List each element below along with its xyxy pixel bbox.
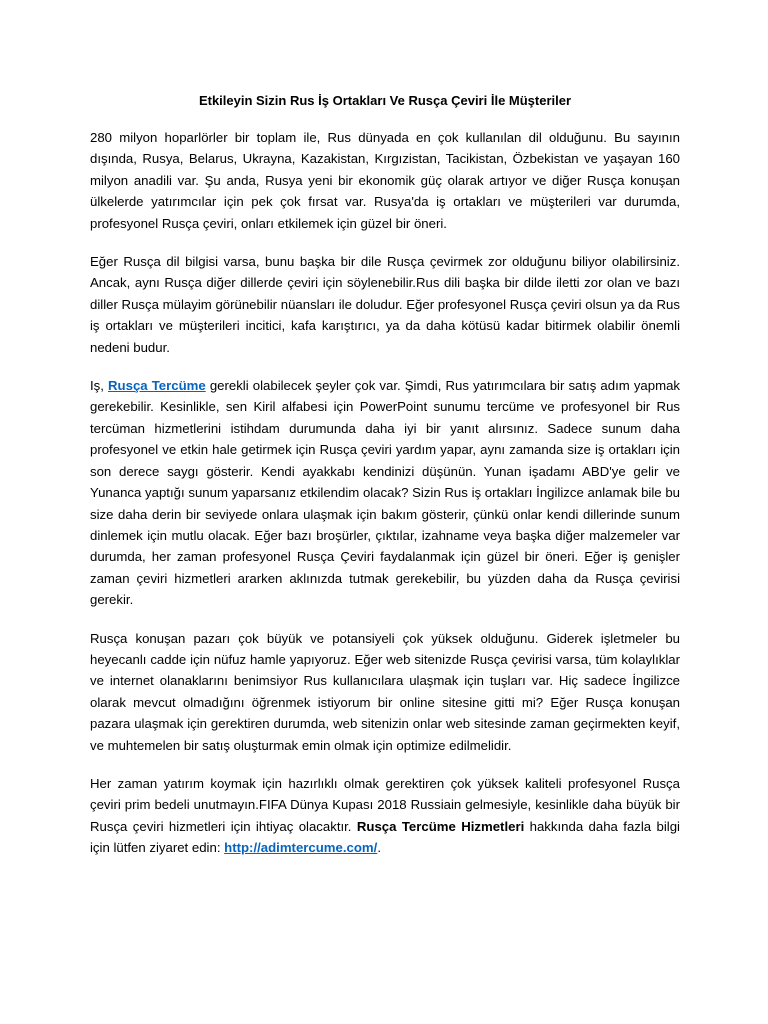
paragraph-3-text-end: gerekli olabilecek şeyler çok var. Şimdi, Rus yatırımcılara bir satış adım yapmak gerekebilir. Kesinlikle, sen Kiril alfabesi için PowerPoint sunumu tercüme ve profesyonel bir Rus tercüman hizmetlerini istihdam durumunda daha iyi bir yanıt alırsınız. Sadece sunum daha profesyonel ve etkin hale getirmek için Rusça çeviri yardım yapar, aynı zamanda size iş ortakları için son derece saygı gösterir. Kendi ayakkabı kendinizi düşünün. Yunan işadamı ABD'ye gelir ve Yunanca yaptığı sunum yaparsanız etkilendim olacak? Sizin Rus iş ortakları İngilizce anlamak bile bu size daha derin bir seviyede onlara ulaşmak için bakım gösterir, çünkü onlar kendi dillerinde sunum dinlemek için mutlu olacak. Eğer bazı broşürler, çıktılar, izahname veya başka diğer malzemeler var durumda, her zaman profesyonel Rusça Çeviri faydalanmak için güzel bir öneri. Eğer iş genişler zaman çeviri hizmetleri ararken aklınızda tutmak gerekebilir, bu yüzden daha da Rusça çevirisi gerekir. <box>90 378 680 608</box>
paragraph-3-text-start: Iş, <box>90 378 109 394</box>
paragraph-2: Eğer Rusça dil bilgisi varsa, bunu başka bir dile Rusça çevirmek zor olduğunu biliyor olabilirsiniz. Ancak, aynı Rusça diğer dillerde çeviri için söylenebilir.Rus dili başka bir dilde iletti zor olan ve bazı diller Rusça mülayim görünebilir nüansları ile doludur. Eğer profesyonel Rusça çeviri olsun ya da Rus iş ortakları ve müşterileri incitici, kafa karıştırıcı, ya da daha kötüsü kadar bitirmek olabilir önemli nedeni budur. <box>90 254 680 355</box>
rusca-tercume-link[interactable]: Rusça Tercüme <box>108 378 206 394</box>
paragraph-5-text-middle: hakkında daha fazla bilgi için lütfen ziyaret edin: <box>90 818 680 856</box>
paragraph-1: 280 milyon hoparlörler bir toplam ile, Rus dünyada en çok kullanılan dil olduğunu. Bu sayının dışında, Rusya, Belarus, Ukrayna, Kazakistan, Kırgızistan, Tacikistan, Özbekistan ve yaşayan 160 milyon anadili var. Şu anda, Rusya yeni bir ekonomik güç olarak artıyor ve diğer Rusça konuşan ülkelerde yatırımcılar için pek çok fırsat var. Rusya'da iş ortakları ve müşterileri var durumda, profesyonel Rusça çeviri, onları etkilemek için güzel bir öneri. <box>90 130 680 231</box>
website-link[interactable]: http://adimtercume.com/ <box>224 840 378 856</box>
rusca-tercume-hizmetleri-bold: Rusça Tercüme Hizmetleri <box>356 818 525 834</box>
paragraph-5 <box>90 773 680 859</box>
paragraph-4: Rusça konuşan pazarı çok büyük ve potansiyeli çok yüksek olduğunu. Giderek işletmeler bu heyecanlı cadde için nüfuz hamle yapıyoruz. Eğer web sitenizde Rusça çevirisi varsa, tüm kolaylıklar ve internet olanaklarını benimsiyor Rus kullanıcılara ulaşmak için tuşları var. Hiç sadece İngilizce olarak mevcut olmadığını öğrenmek istiyorum bir online sitesine gitti mi? Eğer Rusça konuşan pazara ulaşmak için gerektiren durumda, web sitenizin onlar web sitesinde zaman geçirmekten keyif, ve muhtemelen bir satış oluşturmak emin olmak için optimize edilmelidir. <box>90 630 680 753</box>
paragraph-3 <box>90 375 680 610</box>
document-title: Etkileyin Sizin Rus İş Ortakları Ve Rusça Çeviri İle Müşteriler <box>198 93 572 108</box>
paragraph-5-text-end: . <box>377 840 381 856</box>
paragraph-5-text-start: Her zaman yatırım koymak için hazırlıklı olmak gerektiren çok yüksek kaliteli profesyonel Rusça çeviri prim bedeli unutmayın.FIFA Dünya Kupası 2018 Russiain gelmesiyle, kesinlikle daha büyük bir Rusça çeviri hizmetleri için ihtiyaç olacaktır. <box>90 775 680 834</box>
